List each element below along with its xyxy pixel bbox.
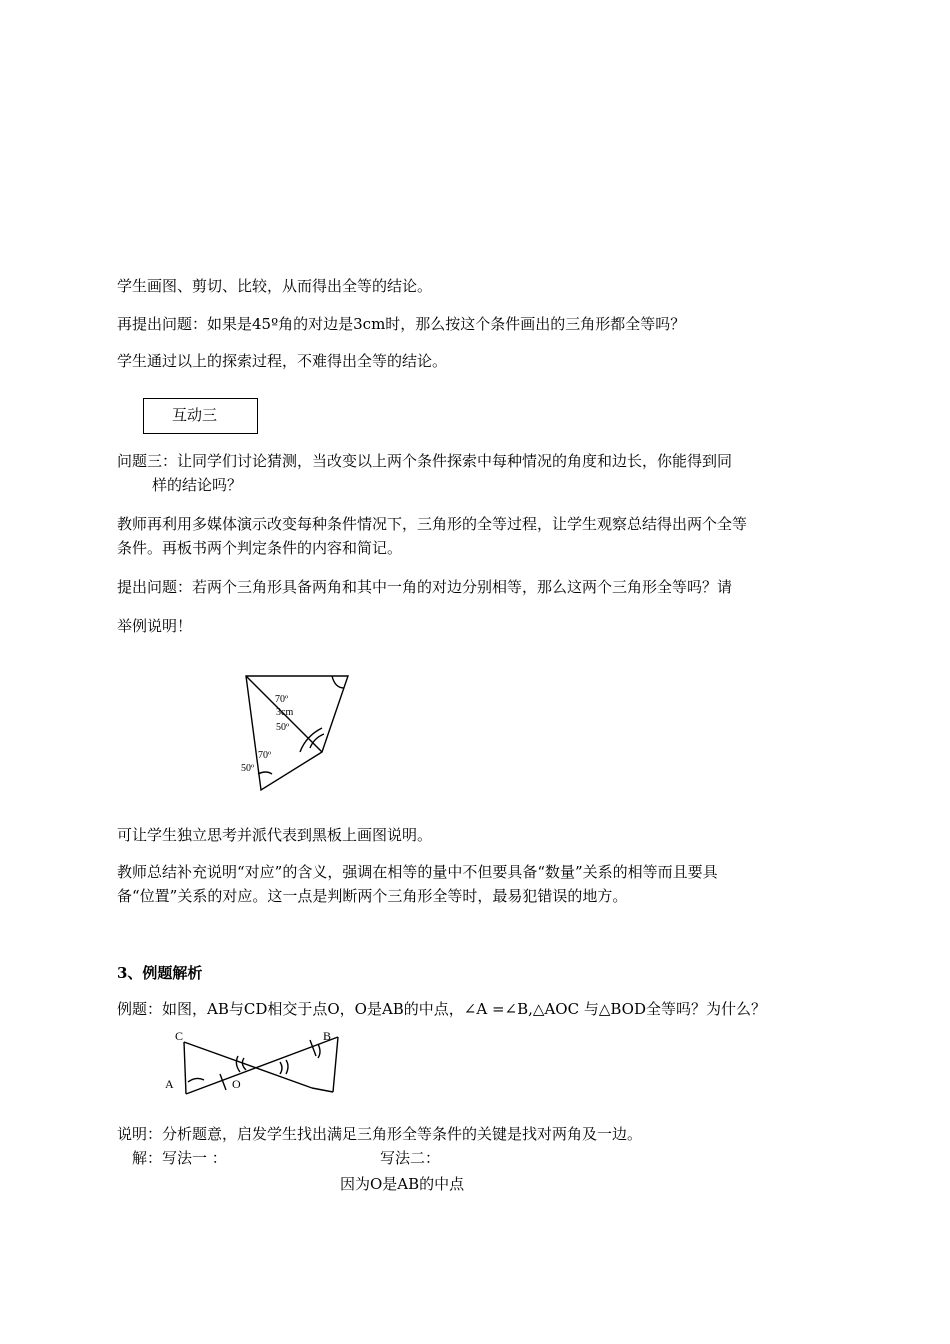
interaction-three-label: 互动三 (172, 406, 218, 424)
fig2-label-A: A (165, 1077, 174, 1091)
figure-bowtie (184, 1037, 338, 1094)
fig2-label-O: O (232, 1077, 241, 1091)
fig1-label-50-mid: 50º (276, 722, 290, 733)
solution-step-midpoint: 因为O是AB的中点 (340, 1175, 465, 1193)
segment-D-end (312, 1088, 333, 1092)
raise-question-line2: 举例说明！ (117, 617, 193, 635)
teacher-summary-line2: 备“位置”关系的对应。这一点是判断两个三角形全等时，最易犯错误的地方。 (117, 887, 628, 905)
angle-arc-A (188, 1078, 204, 1082)
teacher-demo-line1: 教师再利用多媒体演示改变每种条件情况下，三角形的全等过程，让学生观察总结得出两个全等 (117, 515, 748, 533)
angle-arc-O-left-1 (236, 1056, 240, 1072)
tick-OB (310, 1040, 316, 1056)
segment-CD (184, 1042, 312, 1088)
question-three-line1: 问题三：让同学们讨论猜测，当改变以上两个条件探索中每种情况的角度和边长，你能得到同 (117, 452, 733, 470)
angle-arc-bottom (258, 772, 272, 774)
paragraph-exploration: 学生通过以上的探索过程，不难得出全等的结论。 (117, 352, 448, 370)
solution-method-two: 写法二： (380, 1149, 441, 1167)
raise-question-line1: 提出问题：若两个三角形具备两角和其中一角的对边分别相等，那么这两个三角形全等吗？请 (117, 578, 733, 596)
section-title: 3、例题解析 (117, 964, 203, 982)
teacher-summary-line1: 教师总结补充说明“对应”的含义，强调在相等的量中不但要具备“数量”关系的相等而且要具 (117, 863, 718, 881)
segment-AB (186, 1037, 338, 1094)
paragraph-question: 再提出问题：如果是45º角的对边是3cm时，那么按这个条件画出的三角形都全等吗？ (117, 315, 686, 333)
explanation: 说明：分析题意，启发学生找出满足三角形全等条件的关键是找对两角及一边。 (117, 1125, 643, 1143)
paragraph-conclusion: 学生画图、剪切、比较，从而得出全等的结论。 (117, 277, 433, 295)
angle-arc-mid-2 (310, 734, 324, 748)
question-three-line2: 样的结论吗？ (152, 476, 243, 494)
fig1-label-3cm: 3cm (276, 707, 294, 718)
fig1-label-70-bottom: 70º (258, 750, 272, 761)
angle-arc-O-right-1 (280, 1062, 282, 1074)
paragraph-student-draw: 可让学生独立思考并派代表到黑板上画图说明。 (117, 826, 433, 844)
fig2-label-C: C (175, 1029, 184, 1043)
segment-CA (184, 1042, 186, 1094)
example-problem: 例题：如图，AB与CD相交于点O，O是AB的中点，∠A =∠B,△AOC 与△BOD全等吗？为什么？ (117, 1000, 766, 1018)
segment-BD (333, 1037, 338, 1092)
solution-method-one: 解：写法一 ： (132, 1149, 227, 1167)
angle-arc-B (318, 1044, 320, 1058)
fig2-label-B: B (323, 1029, 332, 1043)
fig1-label-70-top: 70º (275, 694, 289, 705)
fig1-label-50-bottom: 50º (241, 763, 255, 774)
teacher-demo-line2: 条件。再板书两个判定条件的内容和简记。 (117, 539, 403, 557)
figure-quadrilateral (246, 676, 348, 790)
angle-arc-O-right-2 (286, 1060, 288, 1074)
angle-arc-top-right (332, 676, 344, 688)
tick-AO (220, 1074, 226, 1090)
